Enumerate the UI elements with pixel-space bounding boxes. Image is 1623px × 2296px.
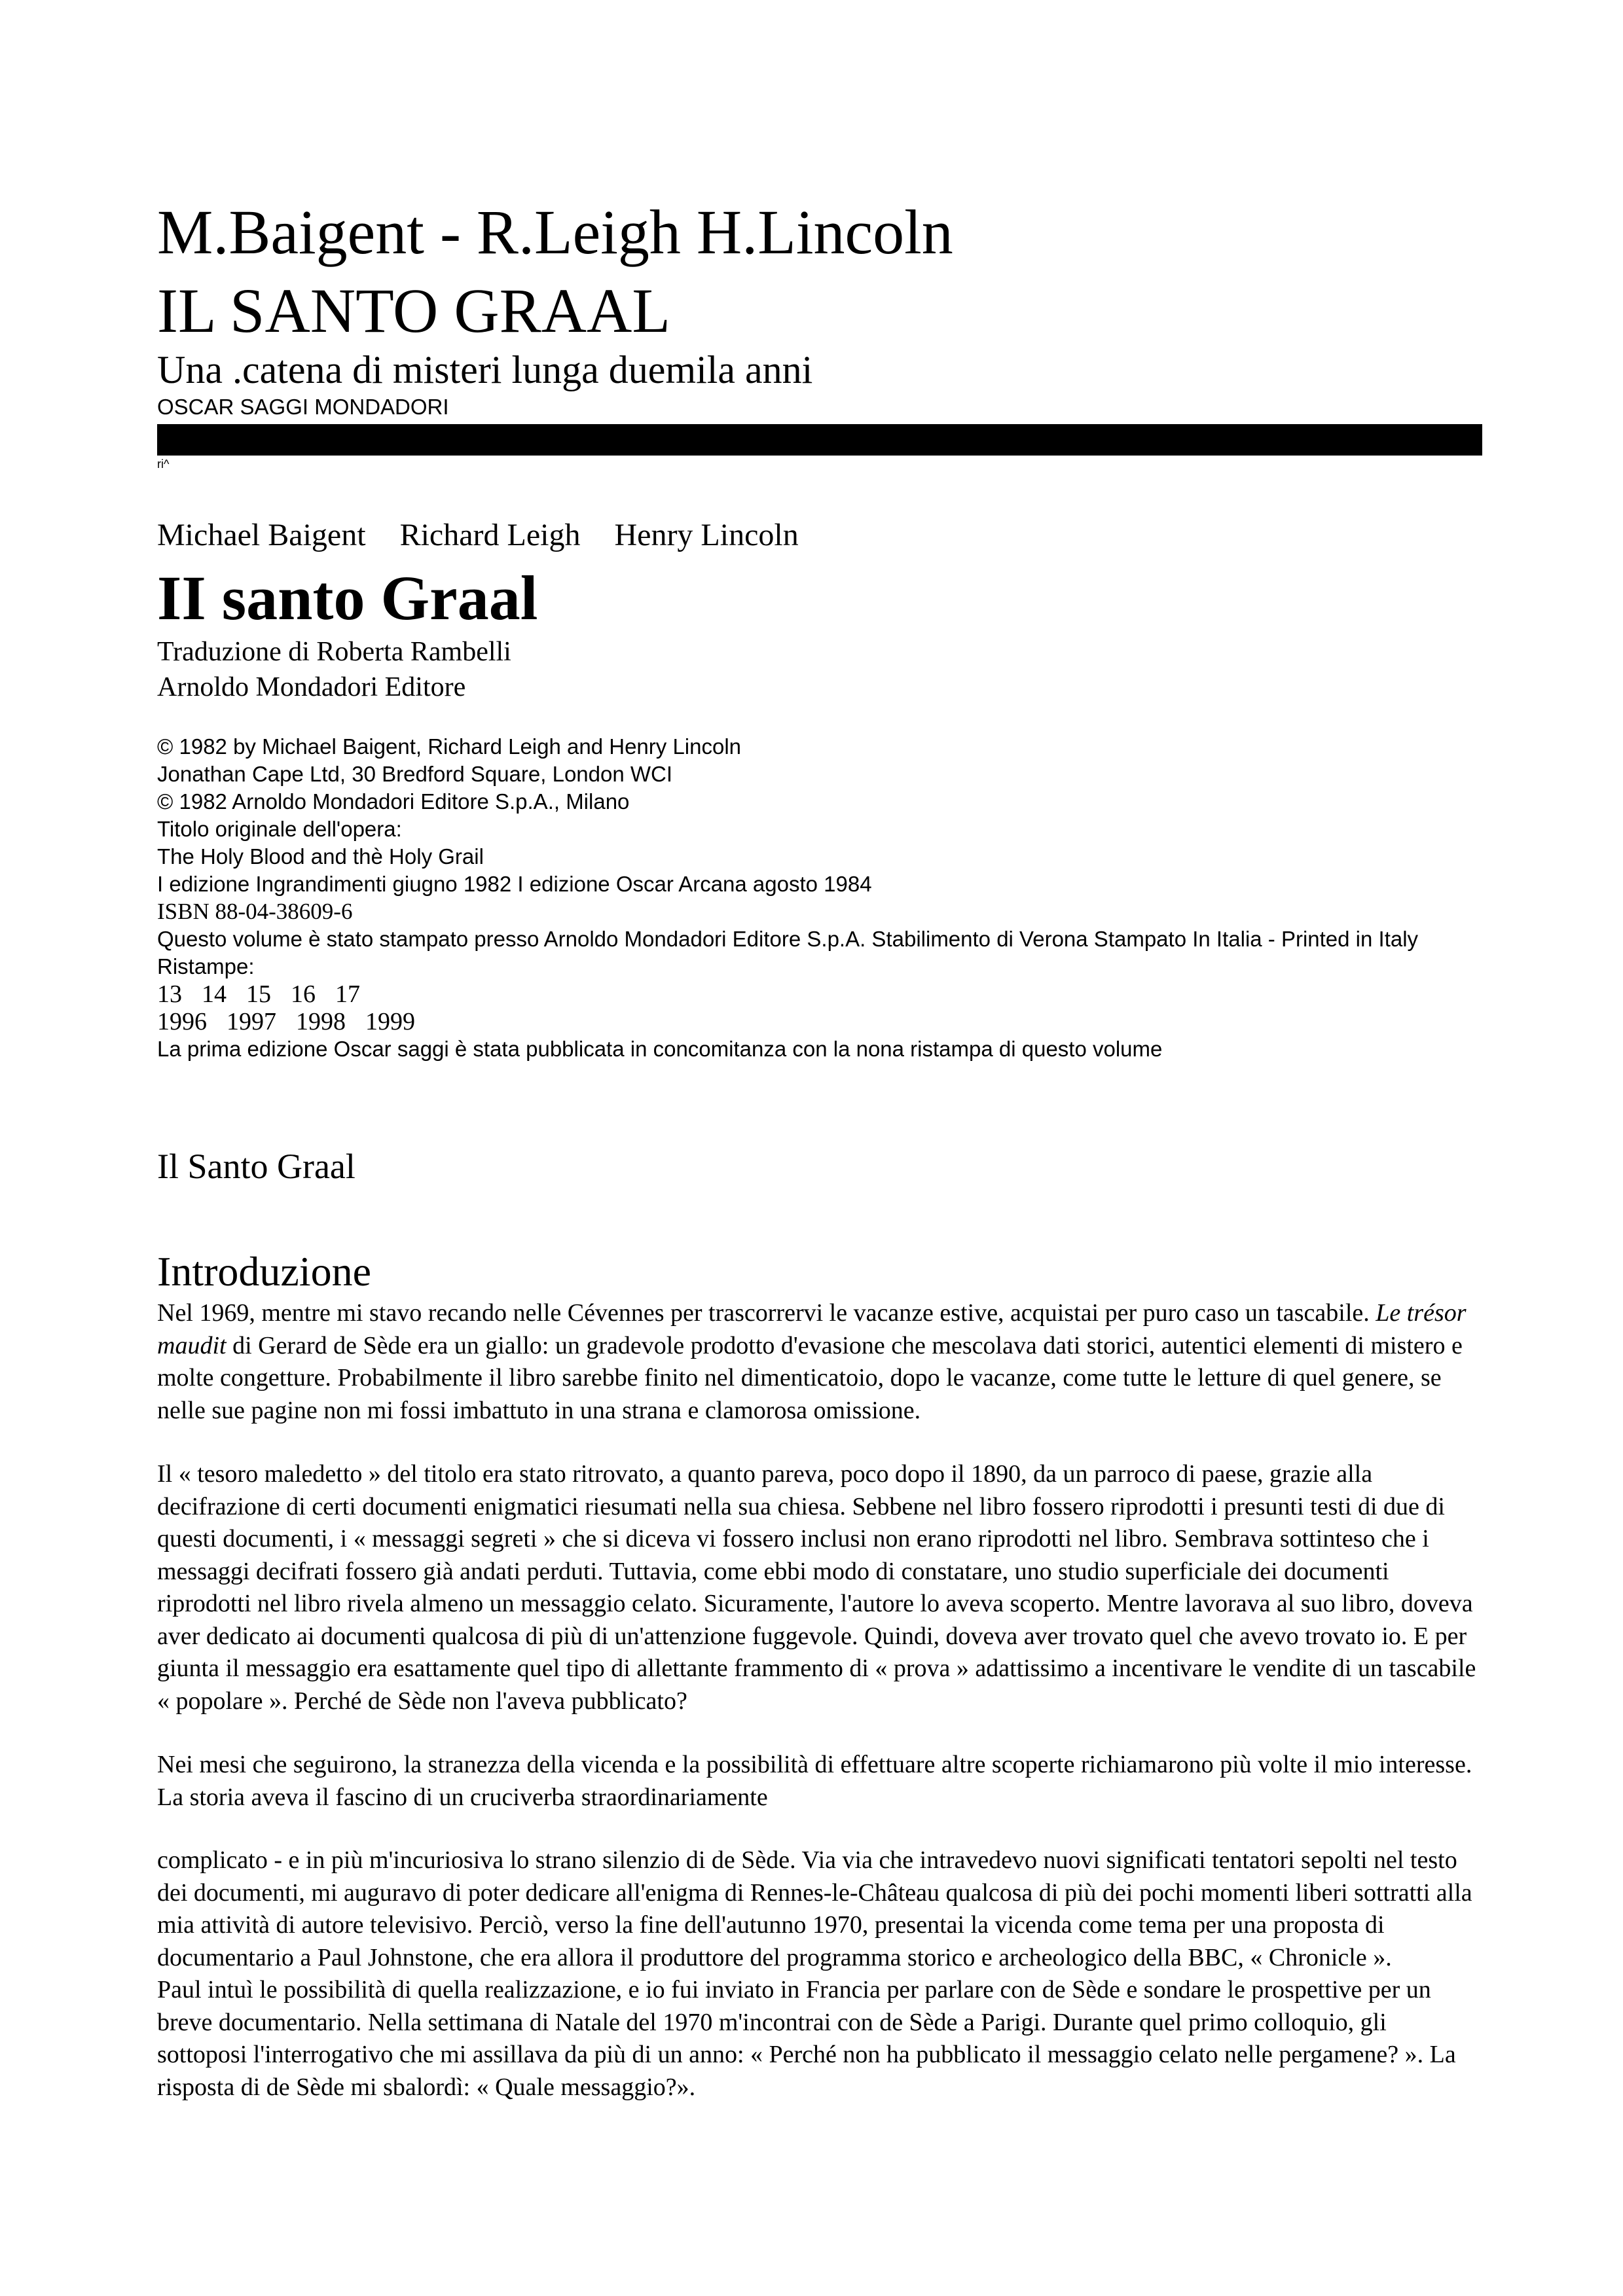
reprint-year: 1997 bbox=[227, 1008, 276, 1035]
cover-title: IL SANTO GRAAL bbox=[157, 276, 670, 346]
publisher-name: Arnoldo Mondadori Editore bbox=[157, 672, 466, 702]
book-title: II santo Graal bbox=[157, 563, 538, 633]
reprints-label: Ristampe: bbox=[157, 954, 255, 978]
reprint-numbers bbox=[157, 980, 1482, 1008]
edition-note: La prima edizione Oscar saggi è stata pubblicata in concomitanza con la nona ristampa di questo volume bbox=[157, 1037, 1163, 1061]
original-title: The Holy Blood and thè Holy Grail bbox=[157, 844, 484, 869]
authors-line bbox=[157, 516, 825, 555]
paragraph: complicato - e in più m'incuriosiva lo strano silenzio di de Sède. Via via che intravedevo nuovi significati tentatori sepolti nel testo dei documenti, mi auguravo di poter dedicare all'enigma di Rennes-le-Château qualcosa di più dei pochi momenti liberi sottratti alla mia attività di autore televisivo. Perciò, verso la fine dell'autunno 1970, presentai la vicenda come tema per una proposta di documentario a Paul Johnstone, che era allora il produttore del programma storico e archeologico della BBC, « Chronicle ». bbox=[157, 1846, 1472, 1971]
printed-in: Questo volume è stato stampato presso Arnoldo Mondadori Editore S.p.A. Stabilimento di Verona Stampato In Italia - Printed in Italy bbox=[157, 927, 1419, 951]
author-name: Michael Baigent bbox=[157, 518, 366, 552]
reprint-year: 1998 bbox=[296, 1008, 346, 1035]
introduction-heading: Introduzione bbox=[157, 1248, 371, 1295]
paragraph: Il « tesoro maledetto » del titolo era stato ritrovato, a quanto pareva, poco dopo il 1890, da un parroco di paese, grazie alla decifrazione di certi documenti enigmatici riesumati nella sua chiesa. Sebbene nel libro fossero riprodotti i presunti testi di due di questi documenti, i « messaggi segreti » che si diceva vi fossero inclusi non erano riprodotti nel libro. Sembrava sottinteso che i messaggi decifrati fossero già andati perduti. Tuttavia, come ebbi modo di constatare, uno studio superficiale dei documenti riprodotti nel libro rivela almeno un messaggio celato. Sicuramente, l'autore lo aveva scoperto. Mentre lavorava al suo libro, doveva aver dedicato ai documenti qualcosa di più di un'attenzione fuggevole. Quindi, doveva aver trovato quel che avevo trovato io. E per giunta il messaggio era esattamente quel tipo di allettante frammento di « prova » adattissimo a incentivare le vendite di un tascabile « popolare ». Perché de Sède non l'aveva pubblicato? bbox=[157, 1460, 1476, 1715]
book-title-italic: Le trésor maudit bbox=[157, 1299, 1467, 1359]
scan-mark: ri^ bbox=[157, 457, 170, 471]
paragraph: Paul intuì le possibilità di quella realizzazione, e io fui inviato in Francia per parlare con de Sède e sondare le prospettive per un breve documentario. Nella settimana di Natale del 1970 m'incontrai con de Sède a Parigi. Durante quel primo colloquio, gli sottoposi l'interrogativo che mi assillava da più di un anno: « Perché non ha pubblicato il messaggio celato nelle pergamene? ». La risposta di de Sède mi sbalordì: « Quale messaggio?». bbox=[157, 1976, 1456, 2101]
copyright-line: Jonathan Cape Ltd, 30 Bredford Square, London WCI bbox=[157, 762, 673, 786]
reprint-year: 1996 bbox=[157, 1008, 207, 1035]
paragraph-text: Nel 1969, mentre mi stavo recando nelle Cévennes per trascorrervi le vacanze estive, acquistai per puro caso un tascabile. bbox=[157, 1299, 1376, 1327]
translation-credit: Traduzione di Roberta Rambelli bbox=[157, 637, 511, 667]
copyright-line: © 1982 by Michael Baigent, Richard Leigh and Henry Lincoln bbox=[157, 734, 742, 759]
author-name: Richard Leigh bbox=[399, 518, 581, 552]
reprint-years bbox=[157, 1008, 1482, 1035]
reprint-number: 15 bbox=[246, 980, 271, 1008]
cover-subtitle: Una .catena di misteri lunga duemila anni bbox=[157, 348, 813, 391]
copyright-line: Titolo originale dell'opera: bbox=[157, 817, 402, 841]
copyright-line: © 1982 Arnoldo Mondadori Editore S.p.A., Milano bbox=[157, 789, 630, 814]
cover-authors: M.Baigent - R.Leigh H.Lincoln bbox=[157, 197, 953, 267]
black-bar-divider bbox=[157, 424, 1482, 456]
reprint-number: 17 bbox=[335, 980, 360, 1008]
paragraph: Nei mesi che seguirono, la stranezza della vicenda e la possibilità di effettuare altre scoperte richiamarono più volte il mio interesse. La storia aveva il fascino di un cruciverba straordinariamente bbox=[157, 1751, 1472, 1811]
paragraph-text: di Gerard de Sède era un giallo: un gradevole prodotto d'evasione che mescolava dati storici, autentici elementi di mistero e molte congetture. Probabilmente il libro sarebbe finito nel dimenticatoio, dopo le vacanze, come tutte le letture di quel genere, se nelle sue pagine non mi fossi imbattuto in una strana e clamorosa omissione. bbox=[157, 1331, 1463, 1424]
author-name: Henry Lincoln bbox=[614, 518, 799, 552]
section-title: Il Santo Graal bbox=[157, 1147, 356, 1186]
reprint-number: 16 bbox=[291, 980, 316, 1008]
edition-info: I edizione Ingrandimenti giugno 1982 I edizione Oscar Arcana agosto 1984 bbox=[157, 872, 872, 896]
reprint-number: 13 bbox=[157, 980, 182, 1008]
paragraph bbox=[157, 1297, 1480, 1427]
reprint-year: 1999 bbox=[365, 1008, 415, 1035]
copyright-block bbox=[157, 733, 1482, 1063]
series-name: OSCAR SAGGI MONDADORI bbox=[157, 395, 449, 419]
isbn: ISBN 88-04-38609-6 bbox=[157, 899, 353, 924]
reprint-number: 14 bbox=[202, 980, 227, 1008]
